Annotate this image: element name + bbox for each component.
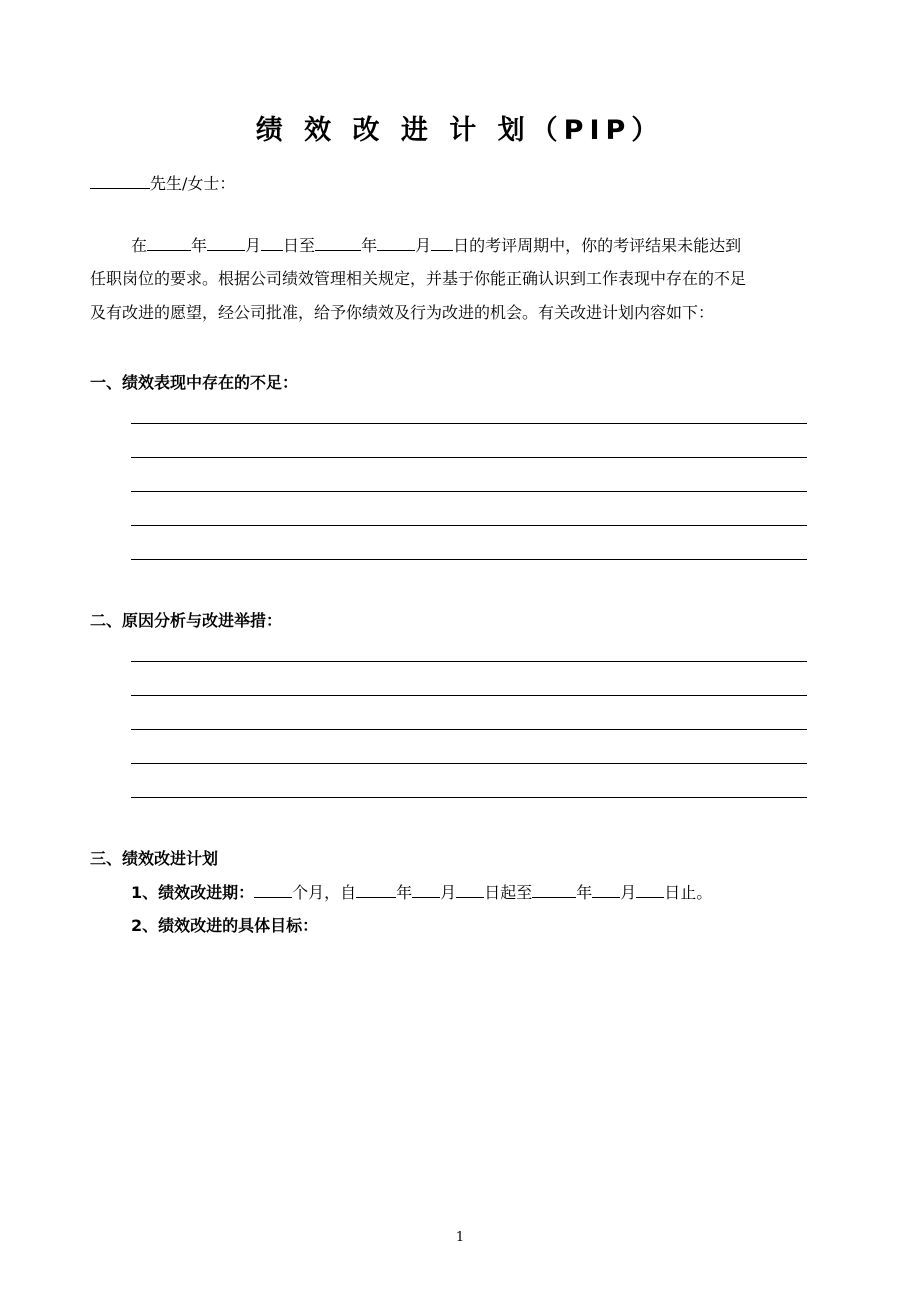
period-text: 个月，自 <box>292 883 357 902</box>
period-start-month-blank[interactable] <box>412 881 440 898</box>
document-title: 绩 效 改 进 计 划（PIP） <box>255 115 665 146</box>
end-year-blank[interactable] <box>315 234 361 251</box>
answer-line[interactable] <box>131 423 807 424</box>
section-2-heading: 二、原因分析与改进举措： <box>90 611 283 630</box>
intro-text: 日至 <box>283 236 316 255</box>
start-day-blank[interactable] <box>261 234 283 251</box>
end-month-blank[interactable] <box>377 234 415 251</box>
end-day-blank[interactable] <box>431 234 453 251</box>
answer-line[interactable] <box>131 797 807 798</box>
salutation-text: 先生/女士： <box>150 174 236 193</box>
intro-line-2: 任职岗位的要求。根据公司绩效管理相关规定，并基于你能正确认识到工作表现中存在的不足 <box>90 269 747 288</box>
period-text: 月 <box>620 883 637 902</box>
intro-text: 年 <box>191 236 208 255</box>
intro-line-1 <box>131 234 741 257</box>
intro-text: 日的考评周期中，你的考评结果未能达到 <box>453 236 742 255</box>
answer-line[interactable] <box>131 525 807 526</box>
answer-line[interactable] <box>131 729 807 730</box>
improvement-period-label: 1、绩效改进期： <box>131 883 255 902</box>
intro-text: 月 <box>245 236 262 255</box>
intro-text: 月 <box>415 236 432 255</box>
answer-line[interactable] <box>131 559 807 560</box>
months-blank[interactable] <box>254 881 292 898</box>
salutation-line <box>90 172 235 195</box>
period-end-month-blank[interactable] <box>592 881 620 898</box>
start-month-blank[interactable] <box>207 234 245 251</box>
intro-line-3: 及有改进的愿望，经公司批准，给予你绩效及行为改进的机会。有关改进计划内容如下： <box>90 303 715 322</box>
period-start-day-blank[interactable] <box>456 881 484 898</box>
period-text: 年 <box>576 883 593 902</box>
period-text: 年 <box>396 883 413 902</box>
name-blank[interactable] <box>90 172 150 189</box>
period-end-year-blank[interactable] <box>532 881 576 898</box>
period-text: 日止。 <box>664 883 713 902</box>
answer-line[interactable] <box>131 457 807 458</box>
period-start-year-blank[interactable] <box>356 881 396 898</box>
period-end-day-blank[interactable] <box>636 881 664 898</box>
improvement-period-line <box>131 881 712 904</box>
answer-line[interactable] <box>131 763 807 764</box>
section-3-heading: 三、绩效改进计划 <box>90 849 219 868</box>
answer-line[interactable] <box>131 491 807 492</box>
answer-line[interactable] <box>131 661 807 662</box>
period-text: 月 <box>440 883 457 902</box>
section-1-heading: 一、绩效表现中存在的不足： <box>90 373 299 392</box>
intro-text: 年 <box>361 236 378 255</box>
answer-line[interactable] <box>131 695 807 696</box>
page-number: 1 <box>455 1230 465 1245</box>
intro-text: 在 <box>131 236 148 255</box>
start-year-blank[interactable] <box>147 234 191 251</box>
period-text: 日起至 <box>484 883 533 902</box>
specific-goals-label: 2、绩效改进的具体目标： <box>131 916 319 935</box>
